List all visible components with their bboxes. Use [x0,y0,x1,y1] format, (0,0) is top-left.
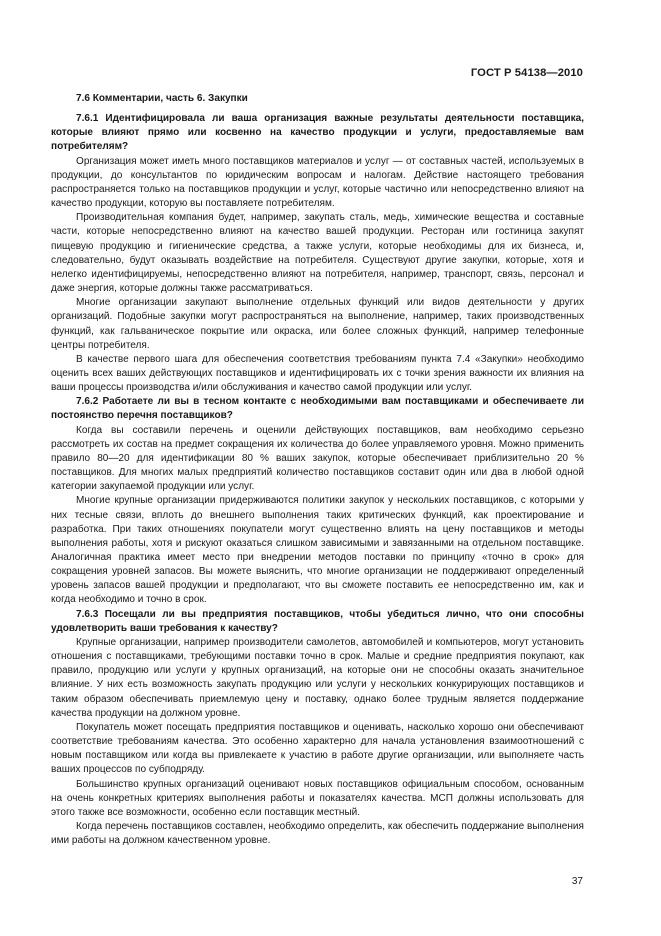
document-standard-number: ГОСТ Р 54138—2010 [470,67,583,79]
document-body [51,92,584,848]
body-paragraph: Многие крупные организации придерживаются политики закупок у нескольких поставщиков, с которыми у них тесные связи, вплоть до внешнего выполнения таких критических функций, как проектирование и разработка. При таких отношениях покупатели могут существенно влиять на цену поставщиков и методы выполнения работы, хотя и рискуют оказаться слишком зависимыми и завязанными на отдельном поставщике. Аналогичная практика имеет место при внедрении методов поставки по принципу «точно в срок» для сокращения уровней запасов. Вы можете выяснить, что многие организации не поддерживают определенный уровень запасов вашей продукции и предполагают, что вы сможете поставить ее непосредственно им, как и когда необходимо и точно в срок. [51,495,584,606]
body-paragraph: Когда вы составили перечень и оценили действующих поставщиков, вам необходимо серьезно рассмотреть их состав на предмет сокращения их количества до более управляемого уровня. Можно применить правило 80—20 для идентификации 80 % ваших закупок, которые обеспечивает приблизительно 20 % поставщиков. Для многих малых предприятий количество поставщиков составит один или два в любой одной категории закупаемой продукции или услуг. [51,424,584,493]
page-number: 37 [571,876,583,887]
body-paragraph: Большинство крупных организаций оценивают новых поставщиков официальным способом, основанным на очень конкретных критериях выполнения работы и показателях качества. МСП должны использовать для этого также все возможности, особенно если поставщик местный. [51,778,584,818]
body-paragraph: В качестве первого шага для обеспечения соответствия требованиям пункта 7.4 «Закупки» необходимо оценить всех ваших действующих поставщиков и идентифицировать их с точки зрения важности их влияния на ваши процессы производства и/или обслуживания и качество самой продукции или услуг. [51,353,584,394]
subsection-question: 7.6.3 Посещали ли вы предприятия поставщиков, чтобы убедиться лично, что они способны удовлетворить ваши требования к качеству? [51,608,584,634]
body-paragraph: Крупные организации, например производители самолетов, автомобилей и компьютеров, могут установить отношения с поставщиками, требующими поставки точно в срок. Малые и средние предприятия покупают, как правило, продукцию или услуги у крупных организаций, на которые они не способны оказать значительное влияние. У них есть возможность закупать продукцию или услуги у нескольких конкурирующих поставщиков и таким образом обеспечивать приемлемую цену и поставку, однако более трудным является поддержание качества продукции на должном уровне. [51,636,584,719]
body-paragraph: Когда перечень поставщиков составлен, необходимо определить, как обеспечить поддержание выполнения ими работы на должном качественном уровне. [51,820,584,847]
paragraph-list [51,112,584,848]
subsection-question: 7.6.2 Работаете ли вы в тесном контакте с необходимыми вам поставщиками и обеспечиваете ли постоянство перечня поставщиков? [51,396,584,422]
body-paragraph: Покупатель может посещать предприятия поставщиков и оценивать, насколько хорошо они обеспечивают соответствие требованиям качества. Это особенно характерно для начала установления взаимоотношений с новым поставщиком или когда вы привлекаете к участию в работе другие организации, или выполняете часть ваших процессов по субподряду. [51,721,584,776]
body-paragraph: Организация может иметь много поставщиков материалов и услуг — от составных частей, используемых в продукции, до консультантов по юридическим вопросам и налогам. Действие настоящего требования распространяется только на поставщиков продукции и услуг, которые частично или непосредственно влияют на качество продукции, которую вы поставляете потребителям. [51,155,584,210]
section-title: 7.6 Комментарии, часть 6. Закупки [76,93,248,104]
body-paragraph: Производительная компания будет, например, закупать сталь, медь, химические вещества и составные части, которые непосредственно влияют на качество вашей продукции. Ресторан или гостиница закупят пищевую продукцию и гигиенические средства, а также услуги, которые необходимы для их бизнеса, и, следовательно, будут оказывать воздействие на потребителя. Существуют другие закупки, которые, хотя и нелегко идентифицируемы, непосредственно влияют на потребителя, например, транспорт, связь, персонал и даже энергия, которые должны также рассматриваться. [51,212,584,295]
body-paragraph: Многие организации закупают выполнение отдельных функций или видов деятельности у других организаций. Подобные закупки могут распространяться на выполнение, например, таких производственных функций, как гальваническое покрытие или окраска, или более сложных функций, например телефонные центры потребителя. [51,297,584,351]
subsection-question: 7.6.1 Идентифицировала ли ваша организация важные результаты деятельности поставщика, которые влияют прямо или косвенно на качество продукции и услуги, предоставляемые вам потребителям? [51,113,584,153]
